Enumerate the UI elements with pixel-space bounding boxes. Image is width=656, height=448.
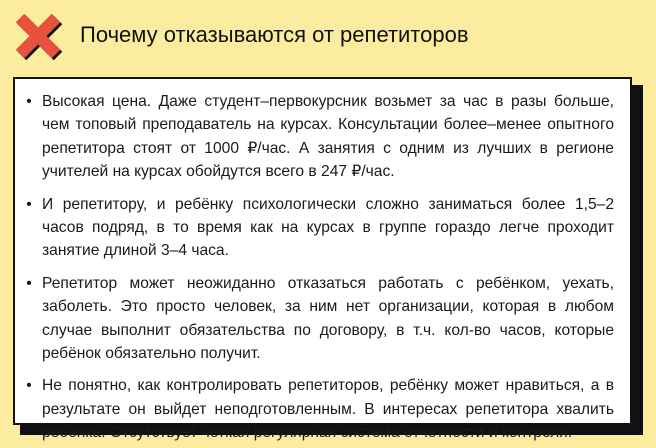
reasons-list <box>26 90 614 445</box>
list-item-text: И репетитору, и ребёнку психологически сложно заниматься более 1,5–2 часов подряд, в то время как на курсах в группе гораздо легче проходит занятие длиной 3–4 часа. <box>42 195 614 260</box>
list-item <box>26 374 614 444</box>
page-title: Почему отказываются от репетиторов <box>80 22 469 47</box>
list-item <box>26 193 614 263</box>
list-item <box>26 272 614 366</box>
reasons-card <box>13 77 632 442</box>
bullet: • <box>26 93 32 110</box>
list-item-text: Высокая цена. Даже студент–первокурсник возьмет за час в разы больше, чем топовый преподаватель на курсах. Консультации более–менее опытного репетитора стоят от 1000 ₽/час. А занятия с одним из лучших в регионе учителей на курсах обойдутся всего в 247 ₽/час. <box>42 93 614 181</box>
cross-icon <box>11 9 65 63</box>
header <box>0 0 656 72</box>
bullet: • <box>26 377 32 395</box>
list-item-text: Не понятно, как контролировать репетиторов, ребёнку может нравиться, а в результате он выйдет неподготовленным. В интересах репетитора хвалить ребёнка. Отсутствует четкая регулярная система отчётности и контроля. <box>42 377 614 442</box>
list-item <box>26 90 614 184</box>
list-item-text: Репетитор может неожиданно отказаться работать с ребёнком, уехать, заболеть. Это просто человек, за ним нет организации, которая в любом случае выполнит обязательства по договору, в т.ч. кол-во часов, которые ребёнок обязательно получит. <box>42 274 614 363</box>
bullet: • <box>26 195 32 213</box>
bullet: • <box>26 274 32 292</box>
